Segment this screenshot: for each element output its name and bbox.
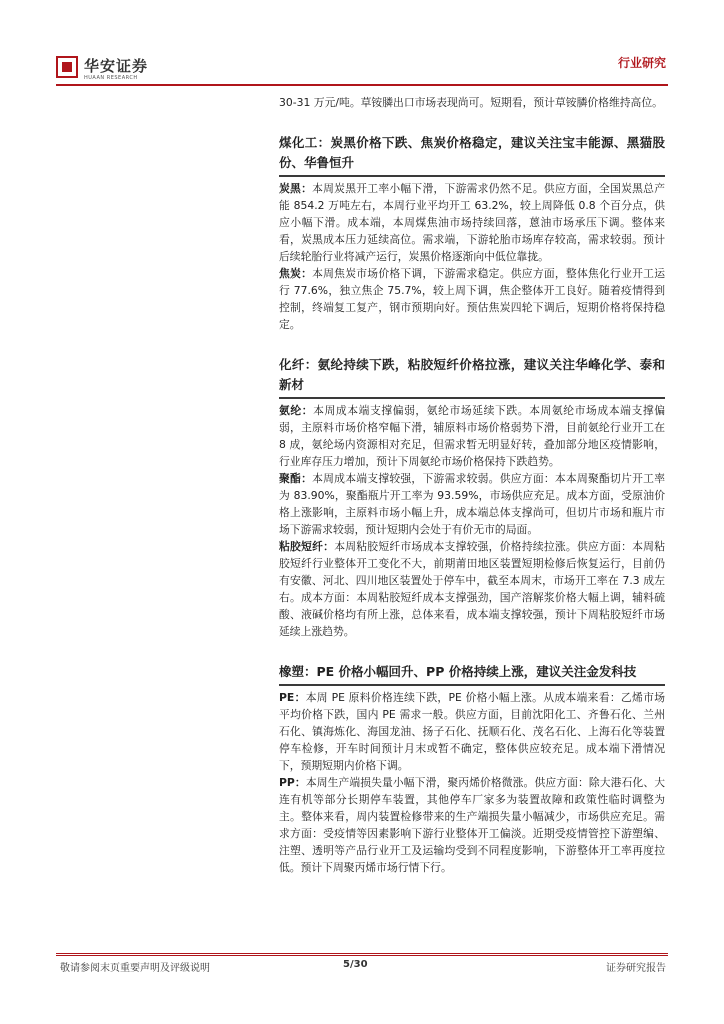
paragraph-lead: 炭黑： [279,182,313,195]
paragraph-lead: 氨纶： [279,404,314,417]
footer-report-type: 证券研究报告 [606,963,666,974]
paragraph-pe [279,689,665,774]
paragraph-text: 本周成本端支撑偏弱，氨纶市场延续下跌。本周氨纶市场成本端支撑偏弱，主原料市场价格窄幅下滑，辅原料市场价格弱势下滑，目前氨纶行业开工在 8 成，氨纶场内资源相对充足，但需求暂无明显好转，叠加部分地区疫情影响，行业库存压力增加，预计下周氨纶市场价格保持下跌趋势。 [279,404,665,468]
paragraph-text: 本周生产端损失量小幅下滑，聚丙烯价格微涨。供应方面：除大港石化、大连有机等部分长期停车装置，其他停车厂家多为装置故障和政策性临时调整为主。整体来看，周内装置检修带来的生产端损失量小幅减少，市场供应充足。需求方面：受疫情等因素影响下游行业整体开工偏淡。近期受疫情管控下游塑编、注塑、透明等产品行业开工及运输均受到不同程度影响，下游整体开工率再度拉低。预计下周聚丙烯市场行情下行。 [279,776,666,874]
paragraph-lead: PP： [279,776,306,789]
paragraph-text: 本周成本端支撑较强，下游需求较弱。供应方面：本本周聚酯切片开工率为 83.90%，聚酯瓶片开工率为 93.59%，市场供应充足。成本方面，受原油价格上涨影响，主原料市场小幅上升，成本端总体支撑尚可，但切片市场和瓶片市场下游需求较弱，预计短期内会处于有价无市的局面。 [279,472,666,536]
company-logo-icon [56,56,78,78]
paragraph-spandex [279,402,665,470]
paragraph-polyester [279,470,665,538]
section-divider [279,684,665,686]
footer-divider [56,953,668,954]
section-chemical-fiber [279,355,665,640]
section-rubber-plastic [279,662,665,876]
brand-name: 华安证券 [84,57,149,75]
paragraph-pp [279,774,665,876]
section-title: 橡塑：PE 价格小幅回升、PP 价格持续上涨，建议关注金发科技 [279,664,637,679]
paragraph-lead: 粘胶短纤： [279,540,335,553]
brand-subtitle: HUAAN RESEARCH [84,75,138,81]
paragraph-text: 本周炭黑开工率小幅下滑，下游需求仍然不足。供应方面，全国炭黑总产能 854.2 万吨左右，本周行业平均开工 63.2%，较上周降低 0.8 个百分点，供应小幅下滑。成本端，本周煤焦油市场持续回落，蒽油市场承压下调。整体来看，炭黑成本压力延续高位。需求端，下游轮胎市场库存较高，需求较弱。预计后续轮胎行业将减产运行，炭黑价格逐渐向中低位靠拢。 [279,182,666,263]
section-title: 煤化工：炭黑价格下跌、焦炭价格稳定，建议关注宝丰能源、黑猫股份、华鲁恒升 [279,135,665,170]
intro-paragraph: 30-31 万元/吨。草铵膦出口市场表现尚可。短期看，预计草铵膦价格维持高位。 [279,96,663,109]
paragraph-lead: 聚酯： [279,472,313,485]
header-divider [56,84,668,86]
paragraph-text: 本周粘胶短纤市场成本支撑较强，价格持续拉涨。供应方面：本周粘胶短纤行业整体开工变化不大，前期莆田地区装置短期检修后恢复运行，目前仍有安徽、河北、四川地区装置处于停车中，截至本周末，市场开工率在 7.3 成左右。成本方面：本周粘胶短纤成本支撑强劲，国产溶解浆价格大幅上调，辅料硫酸、液碱价格均有所上涨，总体来看，成本端支撑较强，预计下周粘胶短纤市场延续上涨趋势。 [279,540,666,638]
paragraph-viscose [279,538,665,640]
footer-divider [56,955,668,956]
section-title: 化纤：氨纶持续下跌，粘胶短纤价格拉涨，建议关注华峰化学、泰和新材 [279,357,665,392]
section-divider [279,397,665,399]
section-divider [279,175,665,177]
page-number: 5/30 [343,959,368,970]
paragraph-coke [279,265,665,333]
paragraph-lead: PE： [279,691,306,704]
report-category: 行业研究 [617,56,666,70]
footer-disclaimer: 敬请参阅末页重要声明及评级说明 [60,963,210,974]
paragraph-text: 本周焦炭市场价格下调，下游需求稳定。供应方面，整体焦化行业开工运行 77.6%，独立焦企 75.7%，较上周下调，焦企整体开工良好。随着疫情得到控制，终端复工复产，钢市预期向好。预估焦炭四轮下调后，短期价格将保持稳定。 [279,267,666,331]
paragraph-carbon-black [279,180,665,265]
page-header [56,50,668,94]
paragraph-text: 本周 PE 原料价格连续下跌，PE 价格小幅上涨。从成本端来看：乙烯市场平均价格下跌，国内 PE 需求一般。供应方面，目前沈阳化工、齐鲁石化、兰州石化、镇海炼化、海国龙油、扬子石化、抚顺石化、茂名石化、上海石化等装置停车检修，开车时间预计月末或暂不确定，整体供应较充足。成本端下滑情况下，预期短期内价格下调。 [279,691,665,772]
section-coal-chemical [279,133,665,333]
paragraph-lead: 焦炭： [279,267,313,280]
main-content [279,94,665,876]
